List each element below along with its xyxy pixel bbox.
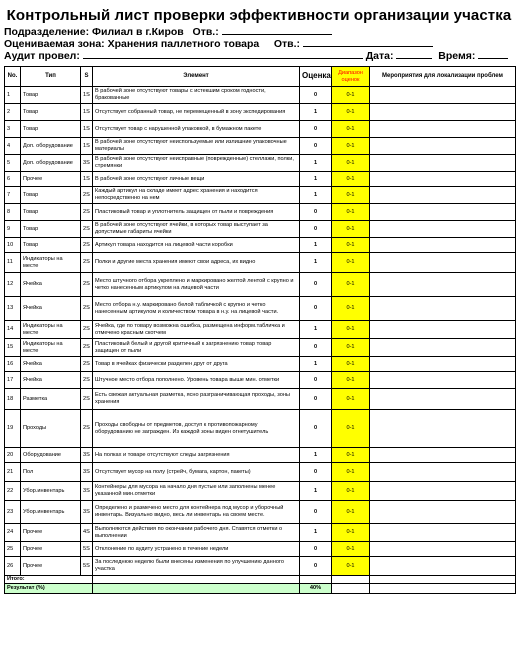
col-header-score: Оценка [300, 67, 332, 87]
row-measures[interactable] [370, 339, 516, 357]
row-element: Товар в ячейках физически разделен друг от друга [93, 357, 300, 372]
row-measures[interactable] [370, 321, 516, 339]
row-score[interactable]: 1 [300, 238, 332, 253]
row-type: Ячейка [21, 297, 81, 321]
row-score[interactable]: 0 [300, 273, 332, 297]
table-row [5, 410, 516, 448]
table-row [5, 339, 516, 357]
table-row [5, 253, 516, 273]
row-range: 0-1 [332, 410, 370, 448]
row-no: 23 [5, 501, 21, 524]
row-measures[interactable] [370, 121, 516, 138]
table-row [5, 204, 516, 221]
row-range: 0-1 [332, 121, 370, 138]
row-measures[interactable] [370, 557, 516, 576]
table-row [5, 104, 516, 121]
row-s: 4S [81, 524, 93, 542]
row-measures[interactable] [370, 524, 516, 542]
row-s: 2S [81, 389, 93, 410]
row-s: 1S [81, 121, 93, 138]
row-range: 0-1 [332, 253, 370, 273]
row-measures[interactable] [370, 221, 516, 238]
total-measures-cell [370, 576, 516, 584]
row-s: 1S [81, 104, 93, 121]
row-measures[interactable] [370, 482, 516, 501]
row-element: Есть свежая актуальная разметка, ясно разграничивающая проходы, зоны хранения [93, 389, 300, 410]
row-type: Ячейка [21, 357, 81, 372]
row-element: Контейнеры для мусора на начало дня пустые или заполнены менее указанной мин.отметки [93, 482, 300, 501]
table-row [5, 501, 516, 524]
row-s: 2S [81, 297, 93, 321]
row-s: 2S [81, 372, 93, 389]
row-element: Место штучного отбора укреплено и маркировано желтой лентой с крупно и четко нанесенным артикулом на лицевой части [93, 273, 300, 297]
row-range: 0-1 [332, 339, 370, 357]
row-range: 0-1 [332, 524, 370, 542]
resp2-field[interactable] [303, 37, 433, 47]
row-score[interactable]: 1 [300, 172, 332, 187]
row-score[interactable]: 0 [300, 138, 332, 155]
row-measures[interactable] [370, 273, 516, 297]
row-measures[interactable] [370, 372, 516, 389]
row-s: 2S [81, 357, 93, 372]
col-header-type: Тип [21, 67, 81, 87]
total-range-cell [332, 576, 370, 584]
table-row [5, 238, 516, 253]
row-type: Доп. оборудование [21, 155, 81, 172]
row-measures[interactable] [370, 542, 516, 557]
row-element: Каждый артикул на складе имеет адрес хранения и находится непосредственно на нем [93, 187, 300, 204]
row-range: 0-1 [332, 482, 370, 501]
row-type: Товар [21, 238, 81, 253]
row-type: Товар [21, 121, 81, 138]
row-score[interactable]: 1 [300, 104, 332, 121]
row-score[interactable]: 0 [300, 87, 332, 104]
row-measures[interactable] [370, 104, 516, 121]
row-type: Индикаторы на месте [21, 253, 81, 273]
row-measures[interactable] [370, 501, 516, 524]
row-element: Проходы свободны от предметов, доступ к противопожарному оборудованию не загражден. Из каждой зоны виден огнетушитель [93, 410, 300, 448]
row-s: 1S [81, 138, 93, 155]
row-range: 0-1 [332, 87, 370, 104]
row-type: Прочее [21, 542, 81, 557]
row-measures[interactable] [370, 87, 516, 104]
row-no: 12 [5, 273, 21, 297]
row-score[interactable]: 0 [300, 297, 332, 321]
row-s: 1S [81, 87, 93, 104]
table-row [5, 155, 516, 172]
row-element: Полки и другие места хранения имеют свои адреса, их видно [93, 253, 300, 273]
row-score[interactable]: 0 [300, 339, 332, 357]
row-no: 4 [5, 138, 21, 155]
row-type: Убор.инвентарь [21, 482, 81, 501]
table-row [5, 273, 516, 297]
row-measures[interactable] [370, 297, 516, 321]
row-no: 9 [5, 221, 21, 238]
row-measures[interactable] [370, 204, 516, 221]
time-field[interactable] [478, 49, 508, 59]
row-measures[interactable] [370, 238, 516, 253]
row-no: 22 [5, 482, 21, 501]
row-score[interactable]: 0 [300, 372, 332, 389]
row-range: 0-1 [332, 557, 370, 576]
row-s: 1S [81, 172, 93, 187]
row-no: 20 [5, 448, 21, 463]
row-score[interactable]: 1 [300, 448, 332, 463]
row-no: 11 [5, 253, 21, 273]
row-score[interactable]: 0 [300, 204, 332, 221]
col-header-measures: Мероприятия для локализации проблем [370, 67, 516, 87]
row-element: Выполняются действия по окончании рабочего дня. Ставятся отметки о выполнении [93, 524, 300, 542]
row-score[interactable]: 0 [300, 221, 332, 238]
row-score[interactable]: 0 [300, 542, 332, 557]
total-score-cell [300, 576, 332, 584]
row-type: Индикаторы на месте [21, 321, 81, 339]
unit-label: Подразделение: [4, 26, 90, 38]
row-range: 0-1 [332, 204, 370, 221]
row-type: Убор.инвентарь [21, 501, 81, 524]
row-measures[interactable] [370, 389, 516, 410]
row-range: 0-1 [332, 238, 370, 253]
row-s: 2S [81, 221, 93, 238]
row-measures[interactable] [370, 253, 516, 273]
row-type: Товар [21, 204, 81, 221]
table-row [5, 187, 516, 204]
row-score[interactable]: 1 [300, 187, 332, 204]
row-no: 24 [5, 524, 21, 542]
row-score[interactable]: 1 [300, 482, 332, 501]
row-type: Разметка [21, 389, 81, 410]
row-range: 0-1 [332, 372, 370, 389]
resp1-field[interactable] [222, 25, 332, 35]
total-element-cell [93, 576, 300, 584]
table-row [5, 448, 516, 463]
row-type: Прочее [21, 557, 81, 576]
table-row [5, 542, 516, 557]
table-row [5, 557, 516, 576]
row-range: 0-1 [332, 357, 370, 372]
row-no: 19 [5, 410, 21, 448]
row-s: 2S [81, 321, 93, 339]
row-element: В рабочей зоне отсутствуют неисправные (поврежденные) стеллажи, полки, стремянки [93, 155, 300, 172]
table-row [5, 297, 516, 321]
row-element: В рабочей зоне отсутствуют товары с истекшим сроком годности, бракованные [93, 87, 300, 104]
row-element: Артикул товара находится на лицевой части коробки [93, 238, 300, 253]
row-s: 2S [81, 410, 93, 448]
result-measures-cell [370, 584, 516, 594]
row-range: 0-1 [332, 448, 370, 463]
row-no: 13 [5, 297, 21, 321]
row-no: 2 [5, 104, 21, 121]
table-row [5, 138, 516, 155]
date-field[interactable] [396, 49, 432, 59]
row-type: Прочее [21, 172, 81, 187]
row-type: Оборудование [21, 448, 81, 463]
table-row [5, 87, 516, 104]
row-element: Отклонение по аудиту устранено в течение недели [93, 542, 300, 557]
row-type: Пол [21, 463, 81, 482]
row-element: Ячейка, где по товару возможна ошибка, размещена информ.табличка и отмечено красным скотчем [93, 321, 300, 339]
row-type: Ячейка [21, 273, 81, 297]
row-s: 2S [81, 339, 93, 357]
row-range: 0-1 [332, 389, 370, 410]
row-range: 0-1 [332, 104, 370, 121]
resp2-label: Отв.: [273, 38, 301, 50]
row-s: 5S [81, 557, 93, 576]
row-range: 0-1 [332, 138, 370, 155]
row-measures[interactable] [370, 138, 516, 155]
row-range: 0-1 [332, 321, 370, 339]
row-measures[interactable] [370, 448, 516, 463]
col-header-range: Диапазон оценок [332, 67, 370, 87]
row-type: Товар [21, 87, 81, 104]
unit-value: Филиал в г.Киров [92, 26, 184, 38]
row-s: 3S [81, 448, 93, 463]
row-no: 5 [5, 155, 21, 172]
row-score[interactable]: 0 [300, 501, 332, 524]
row-no: 18 [5, 389, 21, 410]
row-type: Проходы [21, 410, 81, 448]
row-element: Пластиковый белый и другой критичный к загрязнению товар товар защищен от пыли [93, 339, 300, 357]
row-score[interactable]: 1 [300, 357, 332, 372]
table-row [5, 357, 516, 372]
row-element: За последнюю неделю были внесены изменения по улучшению данного участка [93, 557, 300, 576]
row-element: На полках и товаре отсутствуют следы загрязнения [93, 448, 300, 463]
row-no: 26 [5, 557, 21, 576]
row-element: Место отбора н.у. маркировано белой табличкой с крупно и четко нанесенным артикулом и количеством товара в н.у. на лицевой части. [93, 297, 300, 321]
row-no: 7 [5, 187, 21, 204]
zone-value: Хранения паллетного товара [107, 38, 260, 50]
table-row [5, 524, 516, 542]
table-row [5, 389, 516, 410]
row-measures[interactable] [370, 410, 516, 448]
time-label: Время: [438, 50, 476, 62]
row-no: 14 [5, 321, 21, 339]
table-row [5, 372, 516, 389]
row-score[interactable]: 0 [300, 463, 332, 482]
table-row [5, 321, 516, 339]
row-element: Штучное место отбора пополнено. Уровень товара выше мин. отметки [93, 372, 300, 389]
row-range: 0-1 [332, 221, 370, 238]
date-label: Дата: [365, 50, 394, 62]
row-no: 8 [5, 204, 21, 221]
row-no: 15 [5, 339, 21, 357]
table-row [5, 172, 516, 187]
result-row [5, 584, 516, 594]
table-header-row [5, 67, 516, 87]
zone-label: Оцениваемая зона: [4, 38, 105, 50]
row-no: 10 [5, 238, 21, 253]
row-measures[interactable] [370, 155, 516, 172]
row-score[interactable]: 1 [300, 321, 332, 339]
row-no: 16 [5, 357, 21, 372]
row-s: 2S [81, 273, 93, 297]
row-no: 25 [5, 542, 21, 557]
row-s: 2S [81, 204, 93, 221]
checklist-table [4, 66, 516, 594]
auditor-label: Аудит провел: [4, 50, 80, 62]
row-score[interactable]: 1 [300, 253, 332, 273]
row-s: 3S [81, 501, 93, 524]
row-no: 1 [5, 87, 21, 104]
row-s: 2S [81, 253, 93, 273]
row-element: Пластиковый товар и уплотнитель защищен от пыли и повреждения [93, 204, 300, 221]
row-no: 17 [5, 372, 21, 389]
row-range: 0-1 [332, 542, 370, 557]
row-range: 0-1 [332, 463, 370, 482]
row-measures[interactable] [370, 463, 516, 482]
row-s: 2S [81, 238, 93, 253]
table-row [5, 221, 516, 238]
row-type: Товар [21, 104, 81, 121]
row-score[interactable]: 1 [300, 155, 332, 172]
page-title: Контрольный лист проверки эффективности организации участка [6, 7, 512, 24]
row-s: 3S [81, 463, 93, 482]
row-no: 6 [5, 172, 21, 187]
table-row [5, 463, 516, 482]
header-auditor-line [4, 49, 508, 62]
row-element: Отсутствует мусор на полу (стрейч, бумага, картон, пакеты) [93, 463, 300, 482]
row-range: 0-1 [332, 155, 370, 172]
row-type: Товар [21, 187, 81, 204]
row-s: 5S [81, 542, 93, 557]
result-range-cell [332, 584, 370, 594]
table-row [5, 482, 516, 501]
row-measures[interactable] [370, 357, 516, 372]
row-range: 0-1 [332, 187, 370, 204]
result-element-cell [93, 584, 300, 594]
row-score[interactable]: 0 [300, 389, 332, 410]
row-range: 0-1 [332, 172, 370, 187]
total-label: Итого: [5, 576, 93, 584]
row-type: Ячейка [21, 372, 81, 389]
row-type: Прочее [21, 524, 81, 542]
row-element: Определено и размечено место для контейнера под мусор и уборочный инвентарь. Визуально видно, весь ли инвентарь на своем месте. [93, 501, 300, 524]
row-no: 3 [5, 121, 21, 138]
row-s: 3S [81, 155, 93, 172]
row-no: 21 [5, 463, 21, 482]
row-s: 3S [81, 482, 93, 501]
row-measures[interactable] [370, 187, 516, 204]
row-type: Доп. оборудование [21, 138, 81, 155]
result-value: 40% [300, 584, 332, 594]
row-range: 0-1 [332, 297, 370, 321]
row-element: В рабочей зоне отсутствуют ячейки, в которых товар выступает за допустимые габариты ячейки [93, 221, 300, 238]
row-score[interactable]: 0 [300, 121, 332, 138]
row-s: 2S [81, 187, 93, 204]
row-type: Индикаторы на месте [21, 339, 81, 357]
row-type: Товар [21, 221, 81, 238]
row-element: В рабочей зоне отсутствуют неиспользуемые или излишние упаковочные материалы [93, 138, 300, 155]
row-range: 0-1 [332, 273, 370, 297]
auditor-field[interactable] [83, 49, 363, 59]
row-score[interactable]: 1 [300, 524, 332, 542]
row-measures[interactable] [370, 172, 516, 187]
row-element: Отсутствует товар с нарушенной упаковкой, в бумажном пакете [93, 121, 300, 138]
col-header-s: S [81, 67, 93, 87]
table-row [5, 121, 516, 138]
total-row [5, 576, 516, 584]
row-range: 0-1 [332, 501, 370, 524]
col-header-no: No. [5, 67, 21, 87]
resp1-label: Отв.: [192, 26, 219, 38]
row-element: Отсутствует собранный товар, не перемещенный в зону экспедирования [93, 104, 300, 121]
row-element: В рабочей зоне отсутствуют личные вещи [93, 172, 300, 187]
row-score[interactable]: 0 [300, 410, 332, 448]
result-label: Результат (%) [5, 584, 93, 594]
col-header-element: Элемент [93, 67, 300, 87]
row-score[interactable]: 0 [300, 557, 332, 576]
